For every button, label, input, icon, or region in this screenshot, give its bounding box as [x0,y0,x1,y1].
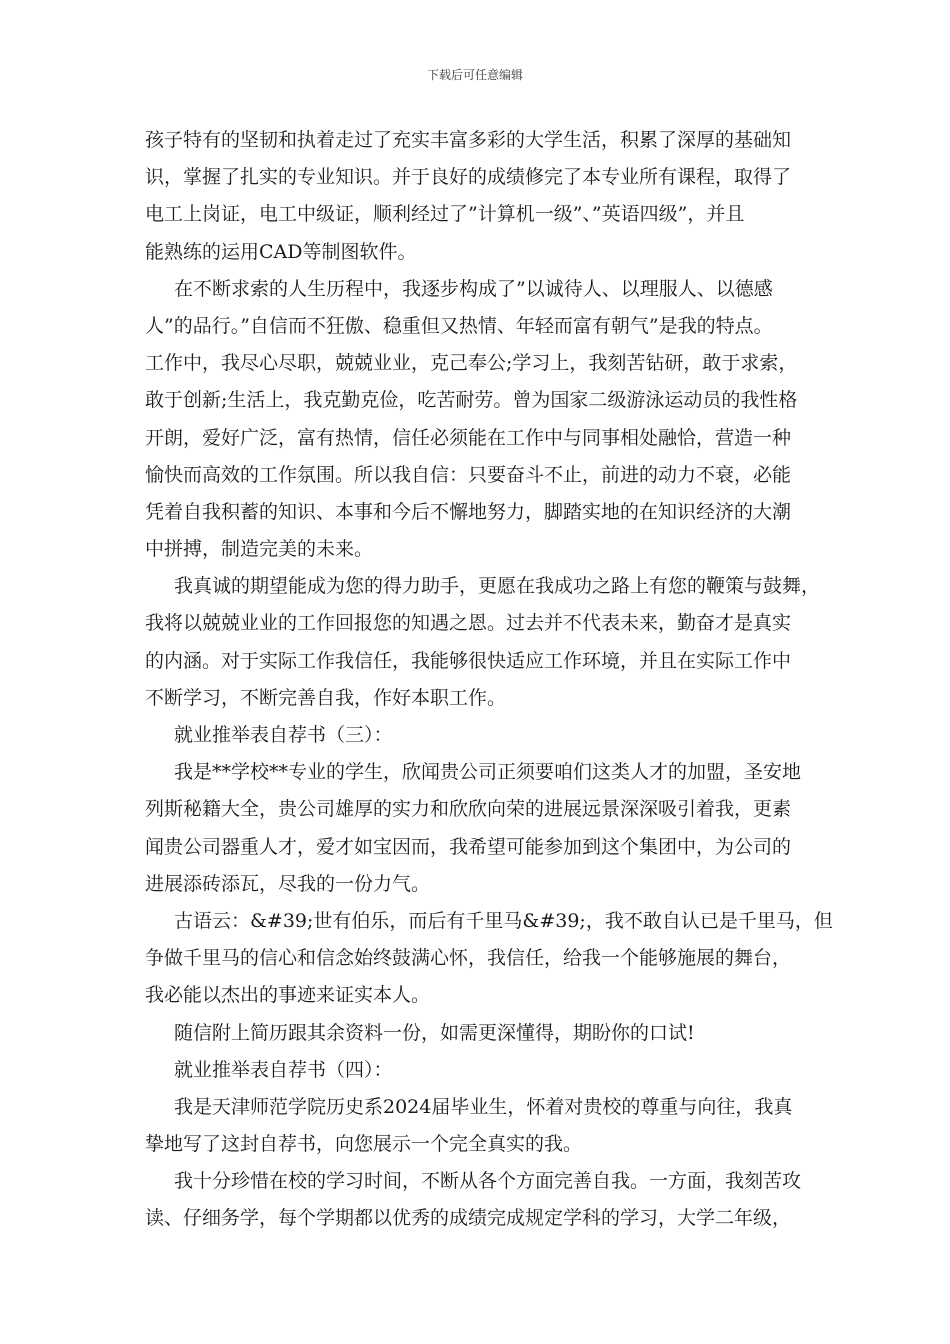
text-line: 我必能以杰出的事迹来证实本人。 [145,984,431,1007]
text-line: 我是天津师范学院历史系2024届毕业生，怀着对贵校的尊重与向往，我真 [174,1095,793,1118]
text-line: 就业推举表自荐书（四）： [174,1058,393,1081]
text-line: 敢于创新;生活上，我克勤克俭，吃苦耐劳。曾为国家二级游泳运动员的我性格 [145,389,798,412]
text-line: 开朗，爱好广泛，富有热情，信任必须能在工作中与同事相处融恰，营造一种 [145,426,792,449]
text-line: 就业推举表自荐书（三）： [174,724,393,746]
text-line: 凭着自我积蓄的知识、本事和今后不懈地努力，脚踏实地的在知识经济的大潮 [145,500,792,523]
text-line: 争做千里马的信心和信念始终鼓满心怀，我信任，给我一个能够施展的舞台， [145,947,792,970]
text-line: 我将以兢兢业业的工作回报您的知遇之恩。过去并不代表未来，勤奋才是真实 [145,612,792,635]
text-line: 古语云：&#39;世有伯乐，而后有千里马&#39;，我不敢自认已是千里马，但 [174,909,833,932]
text-line: 读、仔细务学，每个学期都以优秀的成绩完成规定学科的学习，大学二年级， [145,1207,792,1230]
text-line: 我是**学校**专业的学生，欣闻贵公司正须要咱们这类人才的加盟，圣安地 [174,761,802,784]
text-line: 我真诚的期望能成为您的得力助手，更愿在我成功之路上有您的鞭策与鼓舞， [174,575,821,598]
text-line: 随信附上简历跟其余资料一份，如需更深懂得，期盼你的口试! [174,1021,695,1044]
text-line: 中拼搏，制造完美的未来。 [145,538,374,561]
document-body [145,122,833,1238]
text-line: 不断学习，不断完善自我，作好本职工作。 [145,686,507,709]
text-line: 闻贵公司器重人才，爱才如宝因而，我希望可能参加到这个集团中，为公司的 [145,835,792,858]
text-line: 的内涵。对于实际工作我信任，我能够很快适应工作环境，并且在实际工作中 [145,649,792,672]
page-header-note: 下载后可任意编辑 [426,68,523,82]
text-line: 工作中，我尽心尽职，兢兢业业，克己奉公;学习上，我刻苦钻研，敢于求索， [145,352,798,375]
text-line: 孩子特有的坚韧和执着走过了充实丰富多彩的大学生活，积累了深厚的基础知 [145,129,792,151]
text-line: 人”的品行。”自信而不狂傲、稳重但又热情、年轻而富有朝气”是我的特点。 [145,314,773,337]
text-line: 进展添砖添瓦，尽我的一份力气。 [145,872,431,895]
text-line: 列斯秘籍大全，贵公司雄厚的实力和欣欣向荣的进展远景深深吸引着我，更素 [145,798,792,821]
text-line: 能熟练的运用CAD等制图软件。 [145,240,417,263]
text-line: 挚地写了这封自荐书，向您展示一个完全真实的我。 [145,1133,583,1156]
text-line: 我十分珍惜在校的学习时间，不断从各个方面完善自我。一方面，我刻苦攻 [174,1170,802,1193]
text-line: 在不断求索的人生历程中，我逐步构成了”以诚待人、以理服人、以德感 [174,277,773,300]
text-line: 识，掌握了扎实的专业知识。并于良好的成绩修完了本专业所有课程，取得了 [145,166,792,189]
text-line: 电工上岗证，电工中级证，顺利经过了”计算机一级”、”英语四级”，并且 [145,203,745,226]
text-line: 愉快而高效的工作氛围。所以我自信：只要奋斗不止，前进的动力不衰，必能 [145,463,792,486]
